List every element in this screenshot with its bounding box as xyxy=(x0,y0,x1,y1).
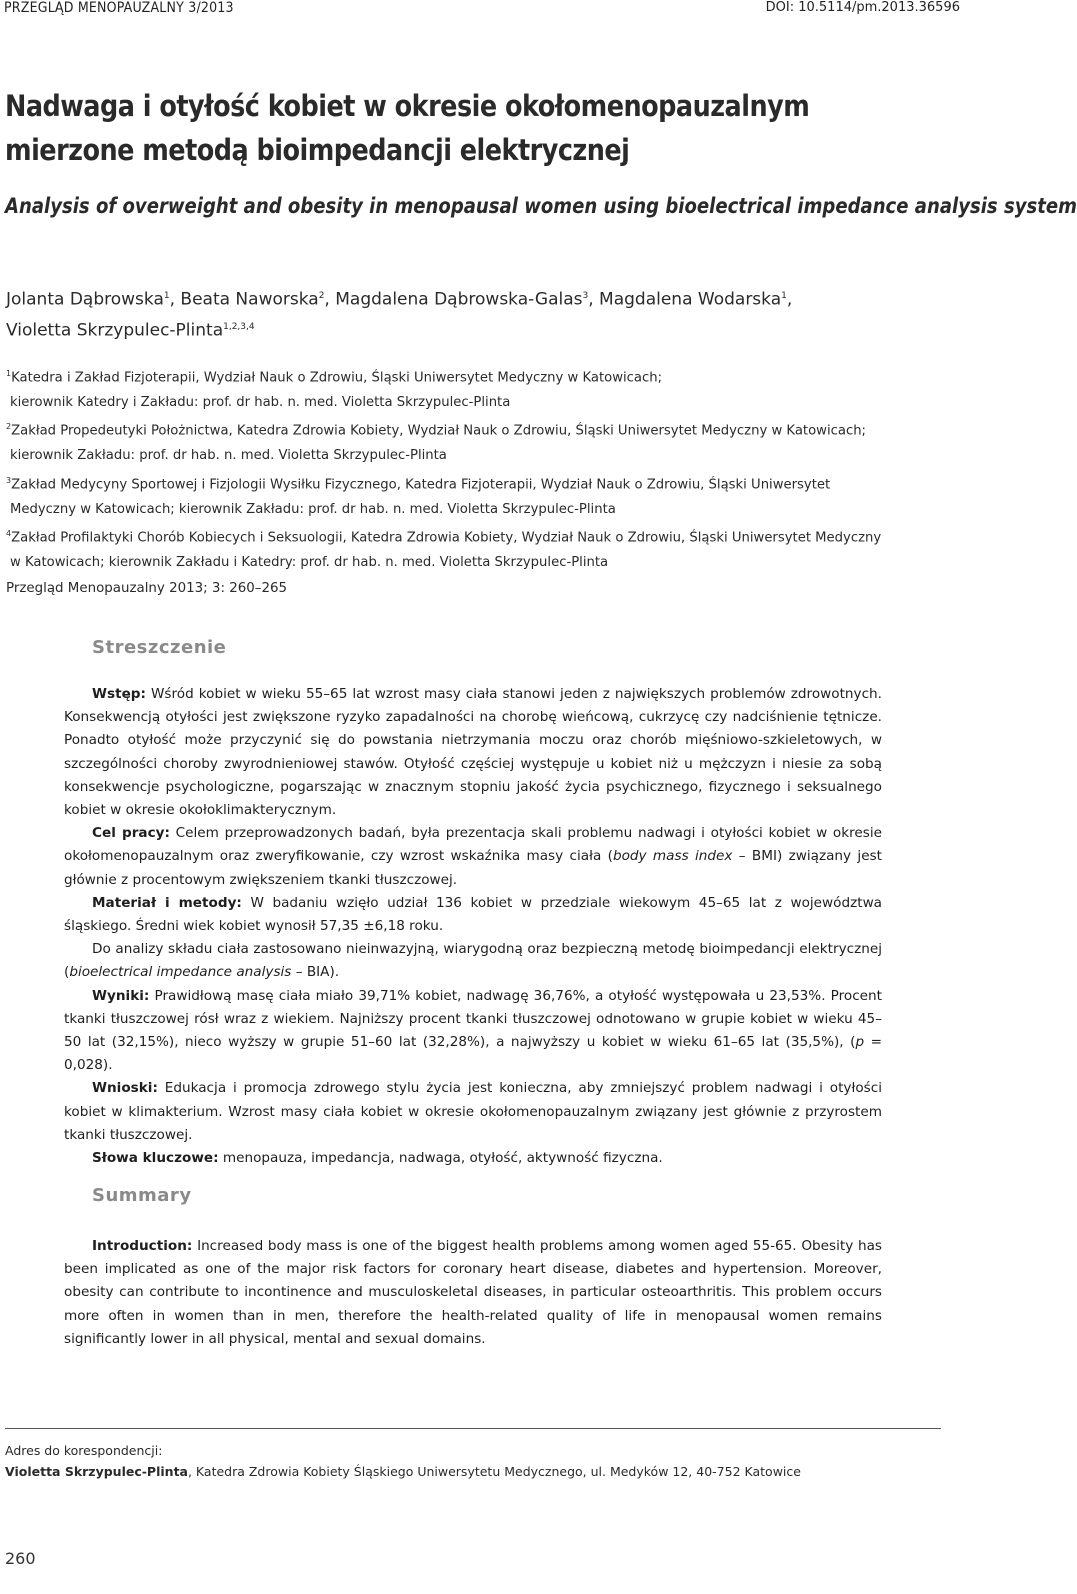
paragraph xyxy=(64,892,882,938)
paragraph-text: Do analizy składu ciała zastosowano nieinwazyjną, wiarygodną oraz bezpieczną metodę bioimpedancji elektrycznej ( xyxy=(64,941,882,981)
section-label: Cel pracy: xyxy=(92,825,170,842)
section-label: Wyniki: xyxy=(92,987,150,1004)
italic-term: p xyxy=(855,1034,865,1051)
paragraph xyxy=(64,1147,882,1170)
paragraph xyxy=(64,1077,882,1147)
author-affil-ref: 1 xyxy=(781,291,787,301)
author-name: Jolanta Dąbrowska xyxy=(6,289,164,310)
page-number: 260 xyxy=(5,1549,36,1568)
correspondence-name: Violetta Skrzypulec-Plinta xyxy=(5,1464,188,1479)
affiliation xyxy=(6,522,946,575)
affil-line: w Katowicach; kierownik Zakładu i Katedry: prof. dr hab. n. med. Violetta Skrzypulec-Plinta xyxy=(10,555,609,571)
section-label: Materiał i metody: xyxy=(92,894,242,911)
author-name: Violetta Skrzypulec-Plinta xyxy=(6,320,224,341)
paragraph-text: – BIA). xyxy=(291,964,340,981)
correspondence-label: Adres do korespondencji: xyxy=(5,1443,163,1458)
author-affil-ref: 1,2,3,4 xyxy=(223,321,255,332)
author-affil-ref: 2 xyxy=(318,291,325,301)
affil-number: 2 xyxy=(6,422,12,432)
paragraph-text: Increased body mass is one of the biggest health problems among women aged 55-65. Obesity has been implicated as one of the major risk factors for coronary heart disease, diabetes and hypertension. Moreover, obesity can contribute to incontinence and musculoskeletal diseases, in particular osteoarthritis. This problem occurs more often in women than in men, therefore the health-related quality of life in menopausal women remains significantly lower in all physical, mental and sexual domains. xyxy=(64,1238,882,1347)
paragraph xyxy=(64,683,882,822)
correspondence-address xyxy=(5,1464,801,1479)
affil-number: 3 xyxy=(6,475,12,485)
author-name: Magdalena Dąbrowska-Galas xyxy=(335,289,583,310)
article-title: Nadwaga i otyłość kobiet w okresie okołomenopauzalnym mierzone metodą bioimpedancji elektrycznej xyxy=(5,89,810,167)
affiliation-list xyxy=(6,362,946,576)
footnote-divider xyxy=(5,1428,941,1429)
section-label: Introduction: xyxy=(92,1238,193,1254)
streszczenie-heading: Streszczenie xyxy=(92,637,227,658)
paragraph-text: Celem przeprowadzonych badań, była prezentacja skali problemu nadwagi i otyłości kobiet w okresie okołomenopauzalnym oraz zweryfikowanie, czy wzrost wskaźnika masy ciała ( xyxy=(64,825,882,865)
affiliation xyxy=(6,415,946,468)
affil-line: Katedra i Zakład Fizjoterapii, Wydział Nauk o Zdrowiu, Śląski Uniwersytet Medyczny w Katowicach; xyxy=(11,370,663,386)
section-label: Słowa kluczowe: xyxy=(92,1150,219,1167)
summary-heading: Summary xyxy=(92,1185,192,1206)
affil-line: kierownik Zakładu: prof. dr hab. n. med. Violetta Skrzypulec-Plinta xyxy=(10,448,447,464)
journal-header: PRZEGLĄD MENOPAUZALNY 3/2013 xyxy=(4,0,234,16)
affil-line: Zakład Propedeutyki Położnictwa, Katedra Zdrowia Kobiety, Wydział Nauk o Zdrowiu, Śląski Uniwersytet Medyczny w Katowicach; xyxy=(11,423,866,439)
section-label: Wnioski: xyxy=(92,1080,158,1097)
citation: Przegląd Menopauzalny 2013; 3: 260–265 xyxy=(6,581,288,596)
paragraph-text: W badaniu wzięło udział 136 kobiet w przedziale wiekowym 45–65 lat z województwa śląskiego. Średni wiek kobiet wynosił 57,35 ±6,18 roku. xyxy=(64,894,883,935)
affiliation xyxy=(6,469,946,522)
paragraph-text: – BMI) związany jest głównie z procentowym zwiększeniem tkanki tłuszczowej. xyxy=(64,848,882,888)
paragraph xyxy=(64,822,882,892)
paragraph-text: menopauza, impedancja, nadwaga, otyłość, aktywność fizyczna. xyxy=(222,1150,663,1167)
author-affil-ref: 1 xyxy=(163,291,170,301)
paragraph-text: = 0,028). xyxy=(64,1034,883,1074)
section-label: Wstęp: xyxy=(92,686,146,702)
summary-body xyxy=(64,1235,882,1351)
affiliation xyxy=(6,362,946,415)
paragraph xyxy=(64,1235,882,1351)
author-name: Beata Naworska xyxy=(180,289,319,310)
streszczenie-body xyxy=(64,683,882,1170)
paragraph xyxy=(64,985,882,1078)
paragraph xyxy=(64,938,882,984)
author-name: Magdalena Wodarska xyxy=(599,289,782,310)
article-subtitle: Analysis of overweight and obesity in menopausal women using bioelectrical impedance analysis system xyxy=(5,194,1077,218)
italic-term: body mass index xyxy=(612,848,733,865)
paragraph-text: Wśród kobiet w wieku 55–65 lat wzrost masy ciała stanowi jeden z największych problemów zdrowotnych. Konsekwencją otyłości jest zwiększone ryzyko zapadalności na chorobę wieńcową, cukrzycę czy nadciśnienie tętnicze. Ponadto otyłość może przyczynić się do powstania nietrzymania moczu oraz chorób mięśniowo-szkieletowych, w szczególności choroby zwyrodnieniowej stawów. Otyłość częściej występuje u kobiet niż u mężczyzn i niesie za sobą konsekwencje psychologiczne, pogarszając w znacznym stopniu jakość życia psychicznego, fizycznego i seksualnego kobiet w okresie okołoklimakterycznym. xyxy=(64,686,882,819)
affil-line: Zakład Profilaktyki Chorób Kobiecych i Seksuologii, Katedra Zdrowia Kobiety, Wydział Nauk o Zdrowiu, Śląski Uniwersytet Medyczny xyxy=(11,530,882,546)
italic-term: bioelectrical impedance analysis xyxy=(69,964,292,981)
correspondence-text: , Katedra Zdrowia Kobiety Śląskiego Uniwersytetu Medycznego, ul. Medyków 12, 40-752 Katowice xyxy=(187,1464,801,1479)
affil-line: Zakład Medycyny Sportowej i Fizjologii Wysiłku Fizycznego, Katedra Fizjoterapii, Wydział Nauk o Zdrowiu, Śląski Uniwersytet xyxy=(11,477,831,493)
paragraph-text: Prawidłową masę ciała miało 39,71% kobiet, nadwagę 36,76%, a otyłość występowała u 23,53%. Procent tkanki tłuszczowej rósł wraz z wiekiem. Najniższy procent tkanki tłuszczowej odnotowano w grupie kobiet w wieku 45–50 lat (32,15%), nieco wyższy w grupie 51–60 lat (32,28%), a najwyższy u kobiet w wieku 61–65 lat (35,5%), ( xyxy=(64,987,882,1051)
author-list: Jolanta Dąbrowska$^1$, Beata Naworska$^2$, Magdalena Dąbrowska-Galas$^3$, Magdalena Wodarska$^1$, Violetta Skrzypulec-Plinta$^{1,2,3,4}$ xyxy=(6,289,793,341)
affil-number: 4 xyxy=(6,529,12,539)
affil-line: kierownik Katedry i Zakładu: prof. dr hab. n. med. Violetta Skrzypulec-Plinta xyxy=(10,394,511,410)
affil-number: 1 xyxy=(6,369,12,378)
author-affil-ref: 3 xyxy=(582,291,589,301)
doi-header: DOI: 10.5114/pm.2013.36596 xyxy=(765,0,960,15)
paragraph-text: Edukacja i promocja zdrowego stylu życia jest konieczna, aby zmniejszyć problem nadwagi i otyłości kobiet w klimakterium. Wzrost masy ciała kobiet w okresie okołomenopauzalnym związany jest głównie z przyrostem tkanki tłuszczowej. xyxy=(64,1080,882,1143)
affil-line: Medyczny w Katowicach; kierownik Zakładu: prof. dr hab. n. med. Violetta Skrzypulec-Plinta xyxy=(10,501,616,517)
